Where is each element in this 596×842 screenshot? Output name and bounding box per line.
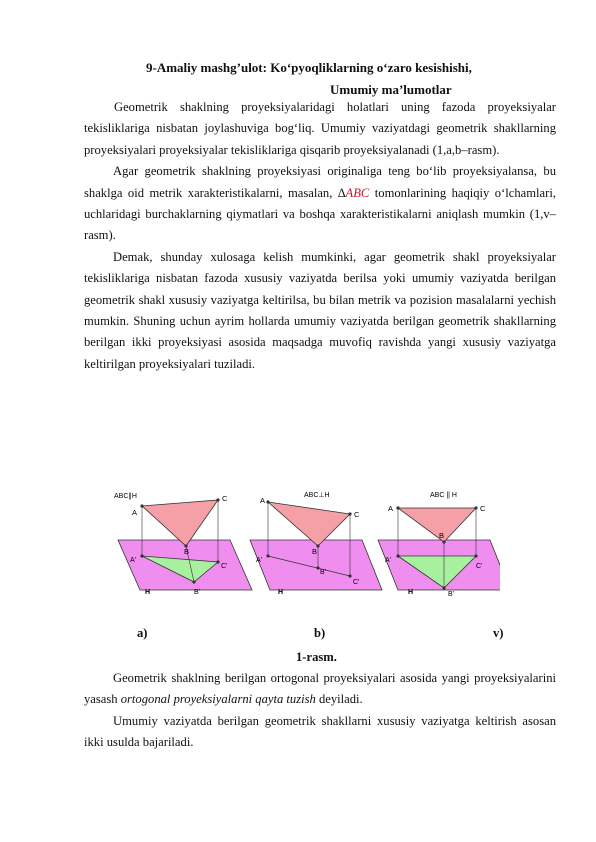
- point-label: B': [448, 591, 455, 598]
- vertex-point: [216, 498, 219, 501]
- vertex-point: [442, 540, 445, 543]
- paragraph-2: [84, 161, 556, 247]
- section-subtitle: Umumiy ma’lumotlar: [330, 82, 452, 97]
- body-text-after-figure: [84, 668, 556, 754]
- point-label: C': [221, 563, 228, 570]
- point-label: A': [385, 557, 392, 564]
- paragraph-1: Geometrik shaklning proyeksiyalaridagi holatlari uning fazoda proyeksiyalar tekisliklariga nisbatan joylashuviga bog‘liq. Umumiy vaziyatdagi geometrik shakllarning proyeksiyalari proyeksiyalar tekisliklariga qisqarib proyeksiyalanadi (1,a,b–rasm).: [84, 100, 556, 157]
- triangle-abc: [268, 502, 350, 546]
- page-title: 9-Amaliy mashg’ulot: Ko‘pyoqliklarning o‘zaro kesishishi,: [146, 60, 472, 75]
- sub-caption-b: b): [314, 626, 326, 640]
- point-label: B: [184, 547, 190, 556]
- point-label: B': [320, 569, 327, 576]
- point-label: C': [353, 579, 360, 586]
- point-label: B': [194, 589, 201, 596]
- point-label: A': [256, 557, 263, 564]
- point-label: C': [476, 563, 483, 570]
- vertex-point: [474, 554, 477, 557]
- paragraph-5: Umumiy vaziyatda berilgan geometrik shakllarni xususiy vaziyatga keltirish asosan ikki usulda bajariladi.: [84, 713, 556, 750]
- paragraph-4-part-2: deyiladi.: [315, 692, 363, 707]
- triangle-abc: [142, 500, 218, 546]
- panel-b-label: ABC⊥H: [304, 492, 330, 499]
- vertex-point: [192, 580, 195, 583]
- panel-b: [250, 492, 382, 596]
- figure-caption: 1-rasm.: [296, 650, 337, 664]
- point-label: H: [145, 589, 151, 596]
- paragraph-4-part-1: Geometrik shaklning berilgan ortogonal proyeksiyalari asosida yangi proyeksiyalarini yasash: [84, 671, 556, 707]
- panel-v: [378, 492, 500, 598]
- triangle-abc-label: ABC: [345, 185, 370, 200]
- vertex-point: [266, 554, 269, 557]
- vertex-point: [140, 504, 143, 507]
- vertex-point: [348, 574, 351, 577]
- point-label: B: [439, 531, 445, 540]
- point-label: C: [222, 494, 228, 503]
- vertex-point: [442, 586, 445, 589]
- triangle-abc: [398, 508, 476, 542]
- figure-1: [100, 484, 500, 602]
- vertex-point: [474, 506, 477, 509]
- panel-v-label: ABC || H: [430, 492, 457, 499]
- paragraph-2-part-1: Agar geometrik shaklning proyeksiyasi originaliga teng bo‘lib proyeksiyalansa, bu shaklga oid metrik xarakteristikalarni, masalan, ∆: [84, 164, 556, 200]
- point-label: H: [278, 589, 284, 596]
- point-label: A: [388, 504, 394, 513]
- body-text: [84, 97, 556, 375]
- term-reprojection: ortogonal proyeksiyalarni qayta tuzish: [120, 692, 316, 707]
- vertex-point: [266, 500, 269, 503]
- point-label: C: [480, 504, 486, 513]
- vertex-point: [396, 506, 399, 509]
- paragraph-4: [84, 668, 556, 711]
- vertex-point: [396, 554, 399, 557]
- vertex-point: [348, 512, 351, 515]
- point-label: C: [354, 510, 360, 519]
- paragraph-3: Demak, shunday xulosaga kelish mumkinki, agar geometrik shakl proyeksiyalar tekisliklariga nisbatan fazoda xususiy vaziyatda berilsa yoki umumiy vaziyatda berilgan geometrik shakl xususiy vaziyatga keltirilsa, bu bilan metrik va pozision masalalarni yechish mumkin. Shuning uchun ayrim hollarda umumiy vaziyatda berilgan geometrik shakllarning berilgan ikki proyeksiyasi asosida maqsadga muvofiq ravishda yangi xususiy vaziyatga keltirilgan proyeksiyalari tuziladi.: [84, 249, 556, 371]
- panel-a: [114, 492, 252, 596]
- vertex-point: [140, 554, 143, 557]
- paragraph-2-part-2: tomonlarining haqiqiy o‘lchamlari, uchlaridagi burchaklarning qiymatlari va boshqa xarakteristikalarni aniqlash mumkin (1,v–rasm).: [84, 185, 556, 243]
- point-label: A: [260, 496, 266, 505]
- sub-caption-a: a): [137, 626, 148, 640]
- point-label: A': [130, 557, 137, 564]
- vertex-point: [216, 560, 219, 563]
- panel-a-label: ABC∥H: [114, 493, 137, 500]
- point-label: A: [132, 508, 138, 517]
- point-label: B: [312, 547, 318, 556]
- sub-caption-v: v): [493, 626, 504, 640]
- point-label: H: [408, 589, 414, 596]
